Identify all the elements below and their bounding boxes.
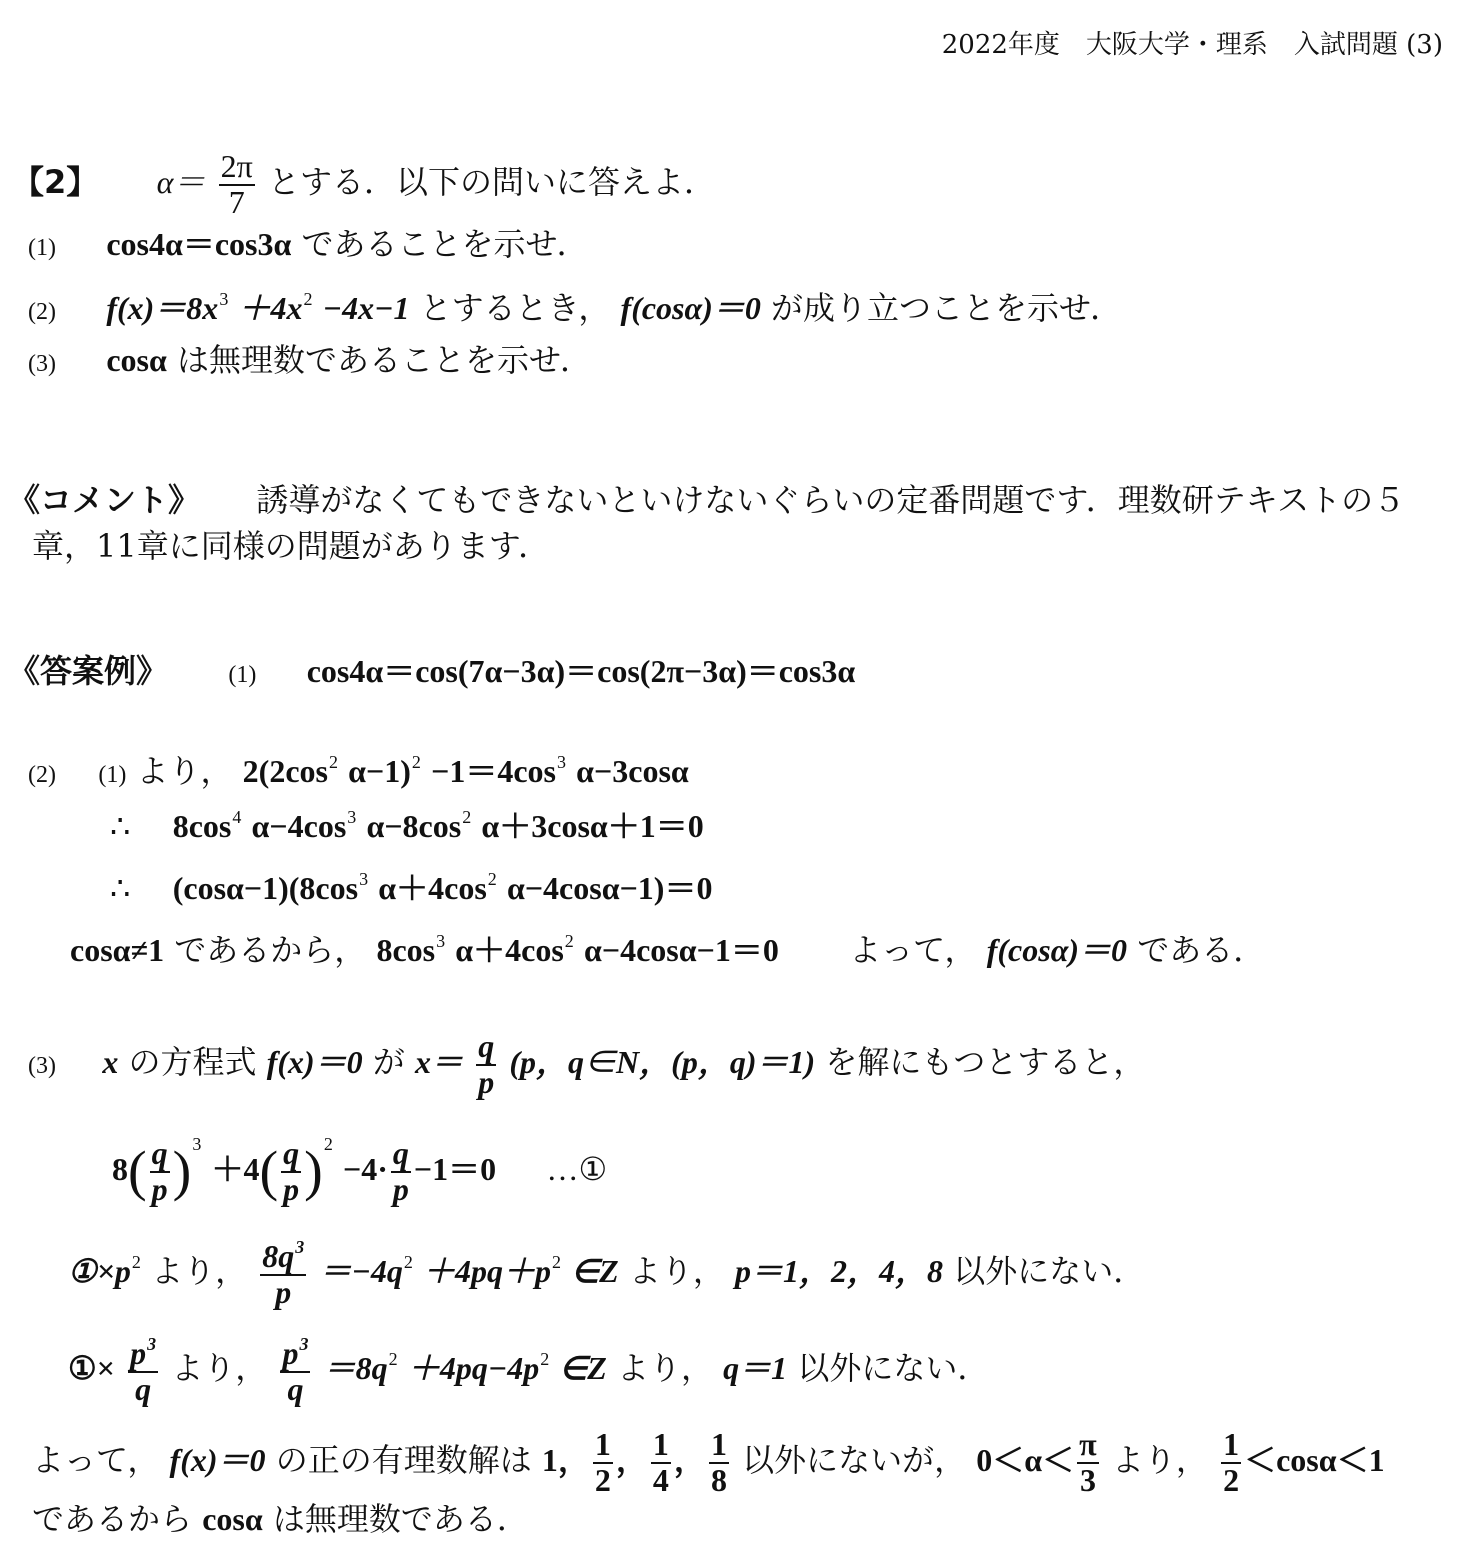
problem-intro xyxy=(12,150,716,219)
header-title: 2022年度 大阪大学・理系 入試問題 (3) xyxy=(941,30,1443,60)
problem-part-1: (1) cos4α＝cos3α であることを示せ． xyxy=(28,225,589,263)
equation-ref-1: …① xyxy=(546,1151,608,1187)
answer-part-3-line-3: ①× $\frac{p^3}{q}$ より， $\frac{p^3}{q}$ $=8q^2 +4pq-4p^2$ ∈Z より， q＝1 以外にない． xyxy=(68,1334,990,1407)
fraction-8q3-over-p: $\frac{8q^3}{p}$ xyxy=(262,1237,305,1310)
answer-part-2-line-2: ∴ $8\cos^4$ $\alpha-4\cos^3$ $\alpha-8\cos^2$ α＋3cosα＋1＝0 xyxy=(110,807,704,844)
answer-part-3-line-5: であるから cosα は無理数である． xyxy=(32,1500,529,1538)
fraction-p3-over-q: $\frac{p^3}{q}$ xyxy=(130,1334,157,1407)
answer-part-2-line-4: cosα≠1 であるから， $8\cos^3$ $\alpha+4\cos^2$ α−4cosα−1＝0 よって， f(cosα)＝0 である． xyxy=(70,931,1266,969)
comment-line-2: 章，11章に同様の問題があります． xyxy=(32,527,551,565)
comment-line-1: 《コメント》 誘導がなくてもできないといけないぐらいの定番問題です．理数研テキストの５ xyxy=(8,481,1406,519)
answer-part-3-line-1: (3) x の方程式 f(x)＝0 が x＝ $\frac{q}{p}$ (p，q∈N，(p，q)＝1) を解にもつとすると， xyxy=(28,1028,1146,1100)
problem-number: 【2】 xyxy=(12,163,99,202)
problem-part-3: (3) cosα は無理数であることを示せ． xyxy=(28,341,593,379)
answer-heading: 《答案例》 xyxy=(8,652,169,690)
answer-part-1: 《答案例》 (1) cos4α＝cos(7α−3α)＝cos(2π−3α)＝cos3α xyxy=(8,652,856,690)
answer-part-3-line-4: よって， f(x)＝0 の正の有理数解は 1， $\frac{1}{2}$ ， $\frac{1}{4}$ ， $\frac{1}{8}$ 以外にないが， 0＜α＜ $\frac{\pi}{3}$ より， $\frac{1}{2}$ ＜cosα＜1 xyxy=(32,1426,1385,1498)
q-over-p: $\frac{q}{p}$ xyxy=(478,1028,495,1100)
equation-1: 8( $\frac{q}{p}$ )$^3$ ＋4( $\frac{q}{p}$ )$^2$ −4· $\frac{q}{p}$ −1＝0 …① xyxy=(112,1134,608,1207)
intro-text: とする．以下の問いに答えよ． xyxy=(267,163,716,202)
problem-part-2: (2) $f(x)=8x^3 +4x^2 -4x-1$ とするとき， f(cosα)＝0 が成り立つことを示せ． xyxy=(28,289,1123,327)
comment-heading: 《コメント》 xyxy=(8,481,201,519)
alpha-fraction: $\frac{2\pi}{7}$ xyxy=(220,148,253,220)
answer-part-3-line-2: $①\times p^2$ より， $\frac{8q^3}{p}$ $=-4q^2 +4pq+p^2$ ∈Z より， p＝1，2，4，8 以外にない． xyxy=(68,1237,1146,1310)
alpha-eq: α＝ xyxy=(156,164,206,201)
answer-part-2-line-3: ∴ $(\cos\alpha-1)(8\cos^3$ $\alpha+4\cos^2$ α−4cosα−1)＝0 xyxy=(110,869,713,906)
answer-part-2-line-1: (2) (1) より， $2(2\cos^2$ $\alpha-1)^2 -1=4\cos^3$ α−3cosα xyxy=(28,752,689,790)
